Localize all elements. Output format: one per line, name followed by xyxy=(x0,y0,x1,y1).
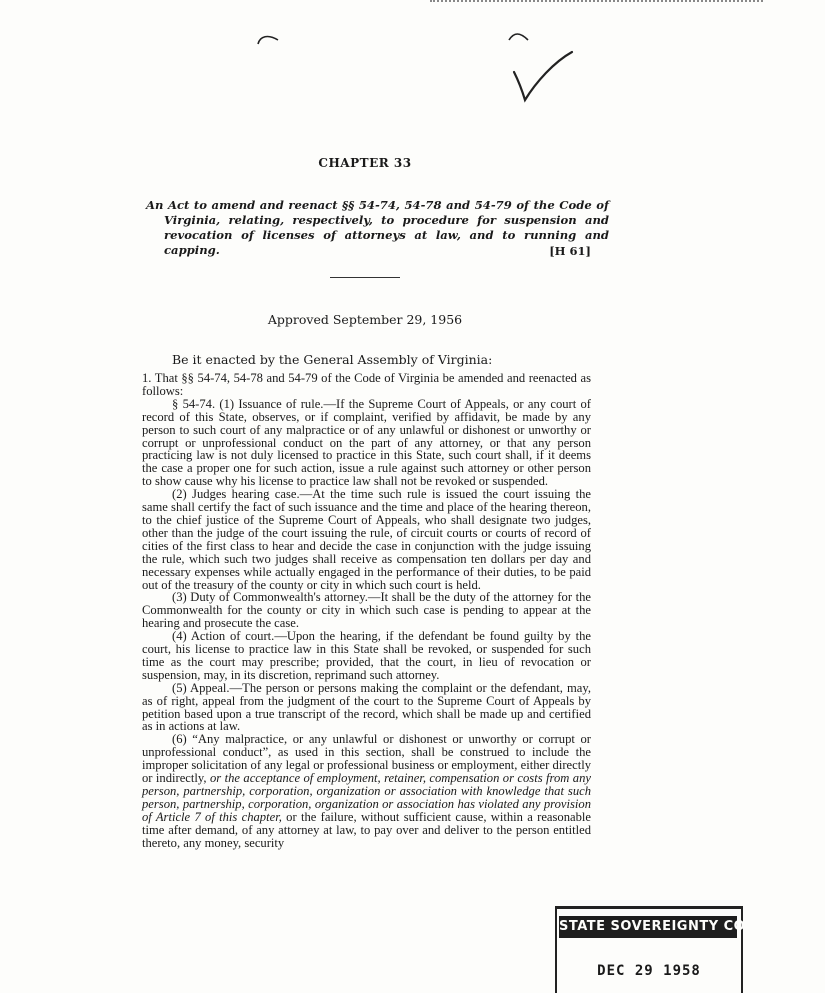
stamp-date: DEC 29 1958 xyxy=(597,963,701,979)
paragraph-commonwealth-attorney: (3) Duty of Commonwealth's attorney.—It shall be the duty of the attorney for the Commonwealth for the county or city in which such case is pending to appear at the hearing and prosecute the case. xyxy=(142,590,591,631)
paragraph-malpractice-definition xyxy=(142,733,591,849)
section-1-paragraph: 1. That §§ 54-74, 54-78 and 54-79 of the Code of Virginia be amended and reenacted as follows: xyxy=(142,371,591,398)
bill-number: [H 61] xyxy=(549,244,591,258)
paragraph-appeal: (5) Appeal.—The person or persons making the complaint or the defendant, may, as of right, appeal from the judgment of the court to the Supreme Court of Appeals by petition based upon a true transcript of the record, which shall be made up and certified as in actions at law. xyxy=(142,680,591,734)
paragraph-action-of-court: (4) Action of court.—Upon the hearing, if the defendant be found guilty by the court, his license to practice law in this State shall be revoked, or suspended for such time as the court may prescribe; provided, that the court, in lieu of revocation or suspension, may, in its discretion, reprimand such attorney. xyxy=(142,629,591,682)
divider-rule xyxy=(330,277,400,278)
para-6-end: or the failure, without sufficient cause, within a reasonable time after demand, of any attorney at law, to pay over and deliver to the person entitled thereto, any money, security xyxy=(142,809,591,850)
received-stamp xyxy=(555,906,825,993)
para-6-italic: or the acceptance of employment, retainer, compensation or costs from any person, partnership, corporation, organization or association with knowledge that such person, partnership, corporation, organization or association has violated any provision of Article 7 of this chapter, xyxy=(142,771,591,824)
stamp-agency-label: STATE SOVEREIGNTY COMMISSION xyxy=(559,916,737,938)
chapter-heading: CHAPTER 33 xyxy=(318,156,412,170)
handwritten-mark-right xyxy=(506,28,532,46)
statute-body xyxy=(142,372,591,850)
top-edge-dots xyxy=(430,0,763,6)
act-title: An Act to amend and reenact §§ 54-74, 54-78 and 54-79 of the Code of Virginia, relating, respectively, to procedure for suspension and revocation of licenses of attorneys at law, and to running and capping. xyxy=(146,198,609,257)
checkmark-icon xyxy=(508,48,578,106)
enacting-clause: Be it enacted by the General Assembly of Virginia: xyxy=(172,352,493,367)
approval-date: Approved September 29, 1956 xyxy=(267,312,463,327)
handwritten-mark-left xyxy=(254,30,284,48)
para-6-start: (6) “Any malpractice, or any unlawful or dishonest or unworthy or corrupt or unprofessional conduct”, as used in this section, shall be construed to include the improper solicitation of any legal or professional business or employment, either directly or indirectly, xyxy=(142,732,591,786)
paragraph-54-74-1: § 54-74. (1) Issuance of rule.—If the Supreme Court of Appeals, or any court of record of this State, observes, or if complaint, verified by affidavit, be made by any person to such court of any malpractice or of any unlawful or dishonest or unworthy or corrupt or unprofessional conduct on the part of any attorney, or that any person practicing law is not duly licensed to practice in this State, such court shall, if it deems the case a proper one for such action, issue a rule against such attorney or other person to show cause why his license to practice law shall not be revoked or suspended. xyxy=(142,396,591,489)
paragraph-judges-hearing: (2) Judges hearing case.—At the time such rule is issued the court issuing the same shall certify the fact of such issuance and the time and place of the hearing thereon, to the chief justice of the Supreme Court of Appeals, who shall designate two judges, other than the judge of the court issuing the rule, of circuit courts or courts of record of cities of the first class to hear and decide the case in conjunction with the judge issuing the rule, which such two judges shall receive as compensation ten dollars per day and necessary expenses while actually engaged in the performance of their duties, to be paid out of the treasury of the county or city in which such court is held. xyxy=(142,487,591,592)
